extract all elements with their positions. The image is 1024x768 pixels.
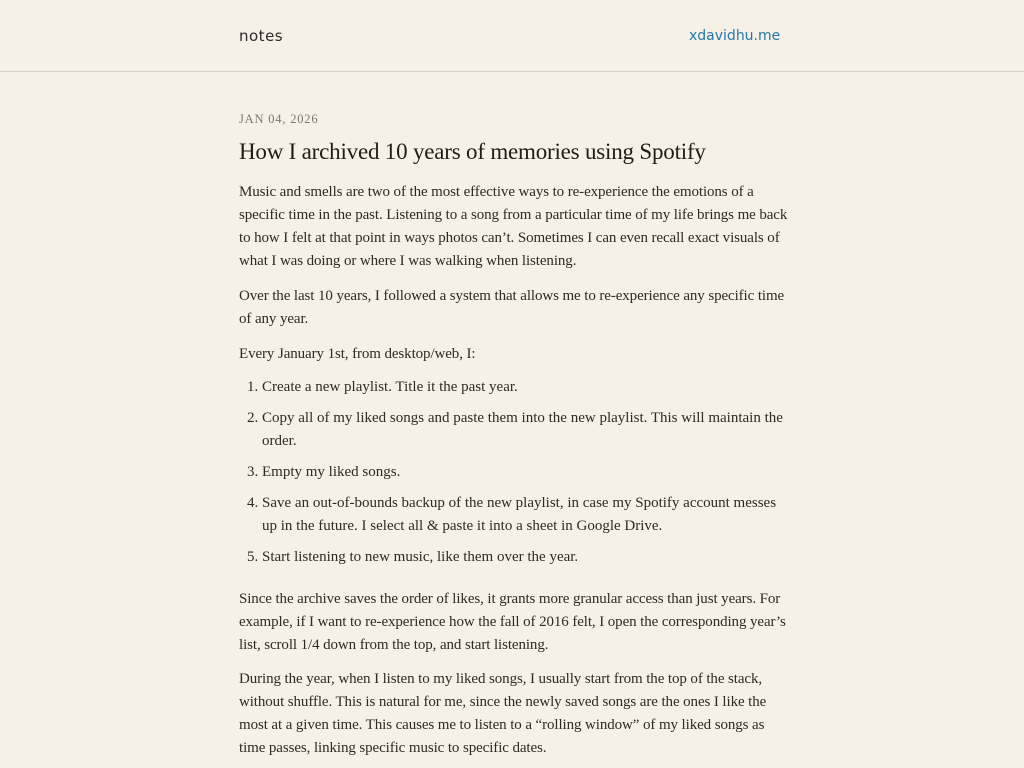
list-item: 2. Copy all of my liked songs and paste them into the new playlist. This will maintain the order. [262, 407, 789, 453]
paragraph-intro: Music and smells are two of the most effective ways to re-experience the emotions of a specific time in the past. Listening to a song from a particular time of my life brings me back to how I felt at that point in ways photos can’t. Sometimes I can even recall exact visuals of what I was doing or where I was walking when listening. [239, 184, 788, 269]
steps-list [239, 376, 789, 569]
post-title: How I archived 10 years of memories using Spotify [239, 139, 706, 164]
article [239, 111, 789, 760]
paragraph-every-january: Every January 1st, from desktop/web, I: [239, 346, 476, 362]
list-item: 4. Save an out-of-bounds backup of the new playlist, in case my Spotify account messes up in the future. I select all & paste it into a sheet in Google Drive. [262, 492, 789, 538]
site-home-link[interactable]: notes [239, 27, 284, 45]
paragraph-system: Over the last 10 years, I followed a system that allows me to re-experience any specific time of any year. [239, 288, 785, 327]
paragraph-rolling-window: During the year, when I listen to my liked songs, I usually start from the top of the stack, without shuffle. This is natural for me, since the newly saved songs are the ones I like the most at a given time. This causes me to listen to a “rolling window” of my liked songs as time passes, linking specific music to specific dates. [239, 671, 767, 756]
site-header [0, 0, 1024, 72]
list-item: 5. Start listening to new music, like them over the year. [262, 546, 789, 569]
author-site-link[interactable]: xdavidhu.me [689, 28, 781, 44]
paragraph-archive-order: Since the archive saves the order of likes, it grants more granular access than just years. For example, if I want to re-experience how the fall of 2016 felt, I open the corresponding year’s list, scroll 1/4 down from the top, and start listening. [239, 591, 786, 653]
list-item: 3. Empty my liked songs. [262, 461, 789, 484]
list-item: 1. Create a new playlist. Title it the past year. [262, 376, 789, 399]
post-date: JAN 04, 2026 [239, 112, 319, 126]
